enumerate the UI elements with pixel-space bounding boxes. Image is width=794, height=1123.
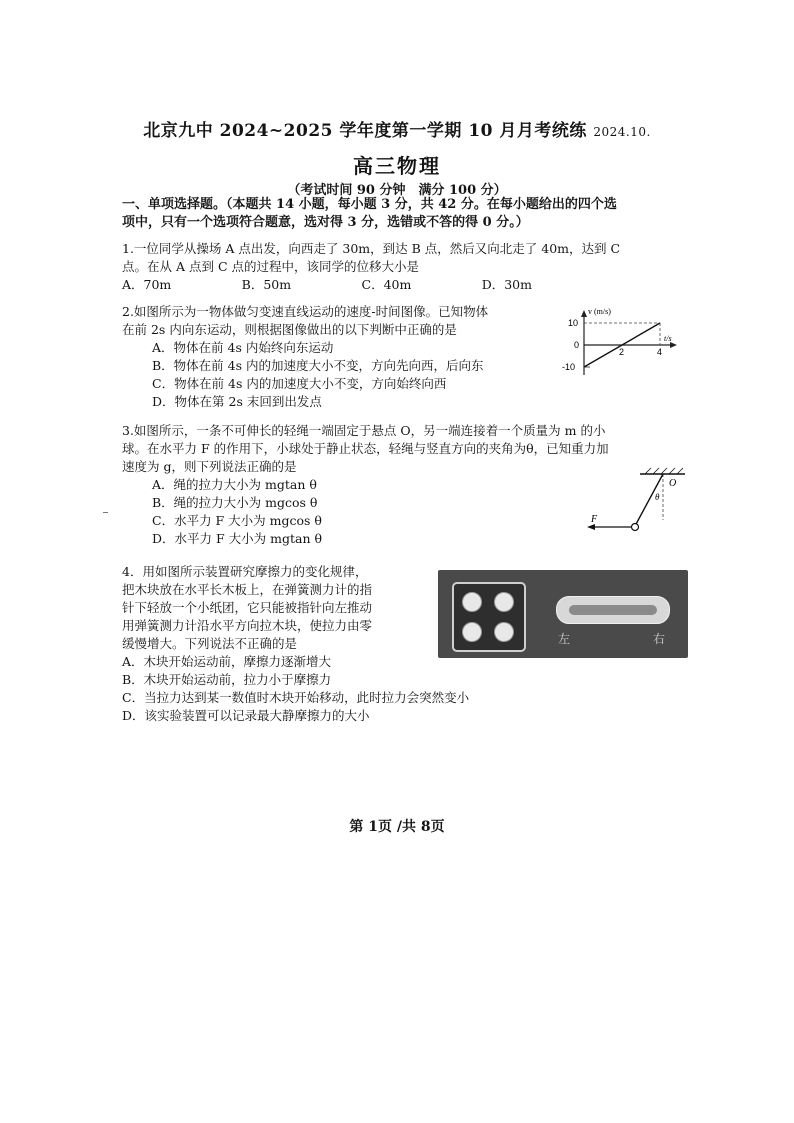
option-d: D．水平力 F 大小为 mgtan θ [152, 531, 322, 546]
option-a: A．绳的拉力大小为 mgtan θ [152, 477, 317, 492]
question-text: 用弹簧测力计沿水平方向拉木块，使拉力由零 [122, 618, 373, 633]
friction-apparatus-photo [438, 570, 688, 658]
right-label: 右 [653, 632, 666, 646]
option-c: C．40m [361, 277, 412, 292]
question-text: 在前 2s 内向东运动，则根据图像做出的以下判断中正确的是 [122, 322, 457, 337]
spring-scale [556, 596, 670, 624]
option-b: B．50m [241, 277, 292, 292]
velocity-time-graph [560, 305, 685, 380]
option-c: C．水平力 F 大小为 mgcos θ [152, 513, 322, 528]
question-text: 针下轻放一个小纸团，它只能被指针向左推动 [122, 600, 373, 615]
option-b: B．木块开始运动前，拉力小于摩擦力 [122, 672, 332, 687]
option-d: D．物体在第 2s 末回到出发点 [152, 394, 322, 409]
question-2 [122, 303, 562, 411]
option-c: C．当拉力达到某一数值时木块开始移动，此时拉力会突然变小 [122, 690, 470, 705]
y-tick-zero: 0 [574, 340, 580, 350]
option-d: D．该实验装置可以记录最大静摩擦力的大小 [122, 708, 370, 723]
weight-circle [462, 622, 482, 642]
question-text: 把木块放在水平长木板上，在弹簧测力计的指 [122, 582, 373, 597]
option-a: A．物体在前 4s 内始终向东运动 [152, 340, 334, 355]
question-text: 球。在水平力 F 的作用下，小球处于静止状态，轻绳与竖直方向的夹角为θ，已知重力加 [122, 441, 609, 456]
y-axis-arrow-icon [581, 310, 587, 317]
exam-info: （考试时间 90 分钟 满分 100 分） [287, 183, 507, 198]
angle-theta-label: θ [655, 492, 660, 502]
section-heading-line: 项中，只有一个选项符合题意，选对得 3 分，选错或不答的得 0 分。） [122, 215, 529, 230]
ceiling-hatch [645, 468, 683, 474]
option-c: C．物体在前 4s 内的加速度大小不变，方向始终向西 [152, 376, 447, 391]
question-text: 4．用如图所示装置研究摩擦力的变化规律， [122, 564, 368, 579]
weight-circle [494, 622, 514, 642]
subject-title: 高三物理 [353, 154, 441, 178]
question-text: 3.如图所示，一条不可伸长的轻绳一端固定于悬点 O，另一端连接着一个质量为 m 的小 [122, 423, 606, 438]
question-1 [122, 240, 682, 294]
option-b: B．绳的拉力大小为 mgcos θ [152, 495, 318, 510]
question-text: 2.如图所示为一物体做匀变速直线运动的速度-时间图像。已知物体 [122, 304, 489, 319]
weight-circle [494, 592, 514, 612]
x-axis-label: t/s [664, 334, 672, 343]
left-label: 左 [558, 632, 571, 646]
point-o-label: O [669, 478, 677, 489]
x-tick-mid: 2 [619, 347, 625, 357]
wood-block [452, 582, 526, 652]
spring-scale-slot [569, 605, 657, 615]
option-list [122, 276, 532, 294]
ball [632, 524, 639, 531]
exam-title-text: 北京九中 2024~2025 学年度第一学期 10 月月考统练 [143, 121, 587, 141]
y-tick-top: 10 [568, 318, 579, 328]
option-a: A．70m [122, 277, 172, 292]
x-tick-end: 4 [657, 347, 663, 357]
page-number: 第 1页 /共 8页 [349, 819, 445, 835]
section-heading-line: 一、单项选择题。（本题共 14 小题，每小题 3 分，共 42 分。在每小题给出的四个选 [122, 197, 617, 212]
exam-title [0, 116, 794, 141]
question-text: 点。在从 A 点到 C 点的过程中，该同学的位移大小是 [122, 259, 419, 274]
option-d: D．30m [481, 277, 532, 292]
scan-mark [103, 512, 108, 513]
y-tick-bottom: -10 [562, 362, 576, 372]
question-text: 缓慢增大。下列说法不正确的是 [122, 636, 298, 651]
exam-date: 2024.10. [593, 125, 651, 139]
weight-circle [462, 592, 482, 612]
section-heading [122, 196, 682, 232]
force-f-label: F [591, 514, 598, 525]
option-a: A．木块开始运动前，摩擦力逐渐增大 [122, 654, 332, 669]
pendulum-diagram [585, 460, 690, 540]
option-b: B．物体在前 4s 内的加速度大小不变，方向先向西，后向东 [152, 358, 484, 373]
question-text: 速度为 g，则下列说法正确的是 [122, 459, 297, 474]
option-list [122, 476, 422, 548]
y-axis-label: v (m/s) [588, 307, 611, 316]
question-text: 1.一位同学从操场 A 点出发，向西走了 30m，到达 B 点，然后又向北走了 40m，达到 C [122, 241, 621, 256]
